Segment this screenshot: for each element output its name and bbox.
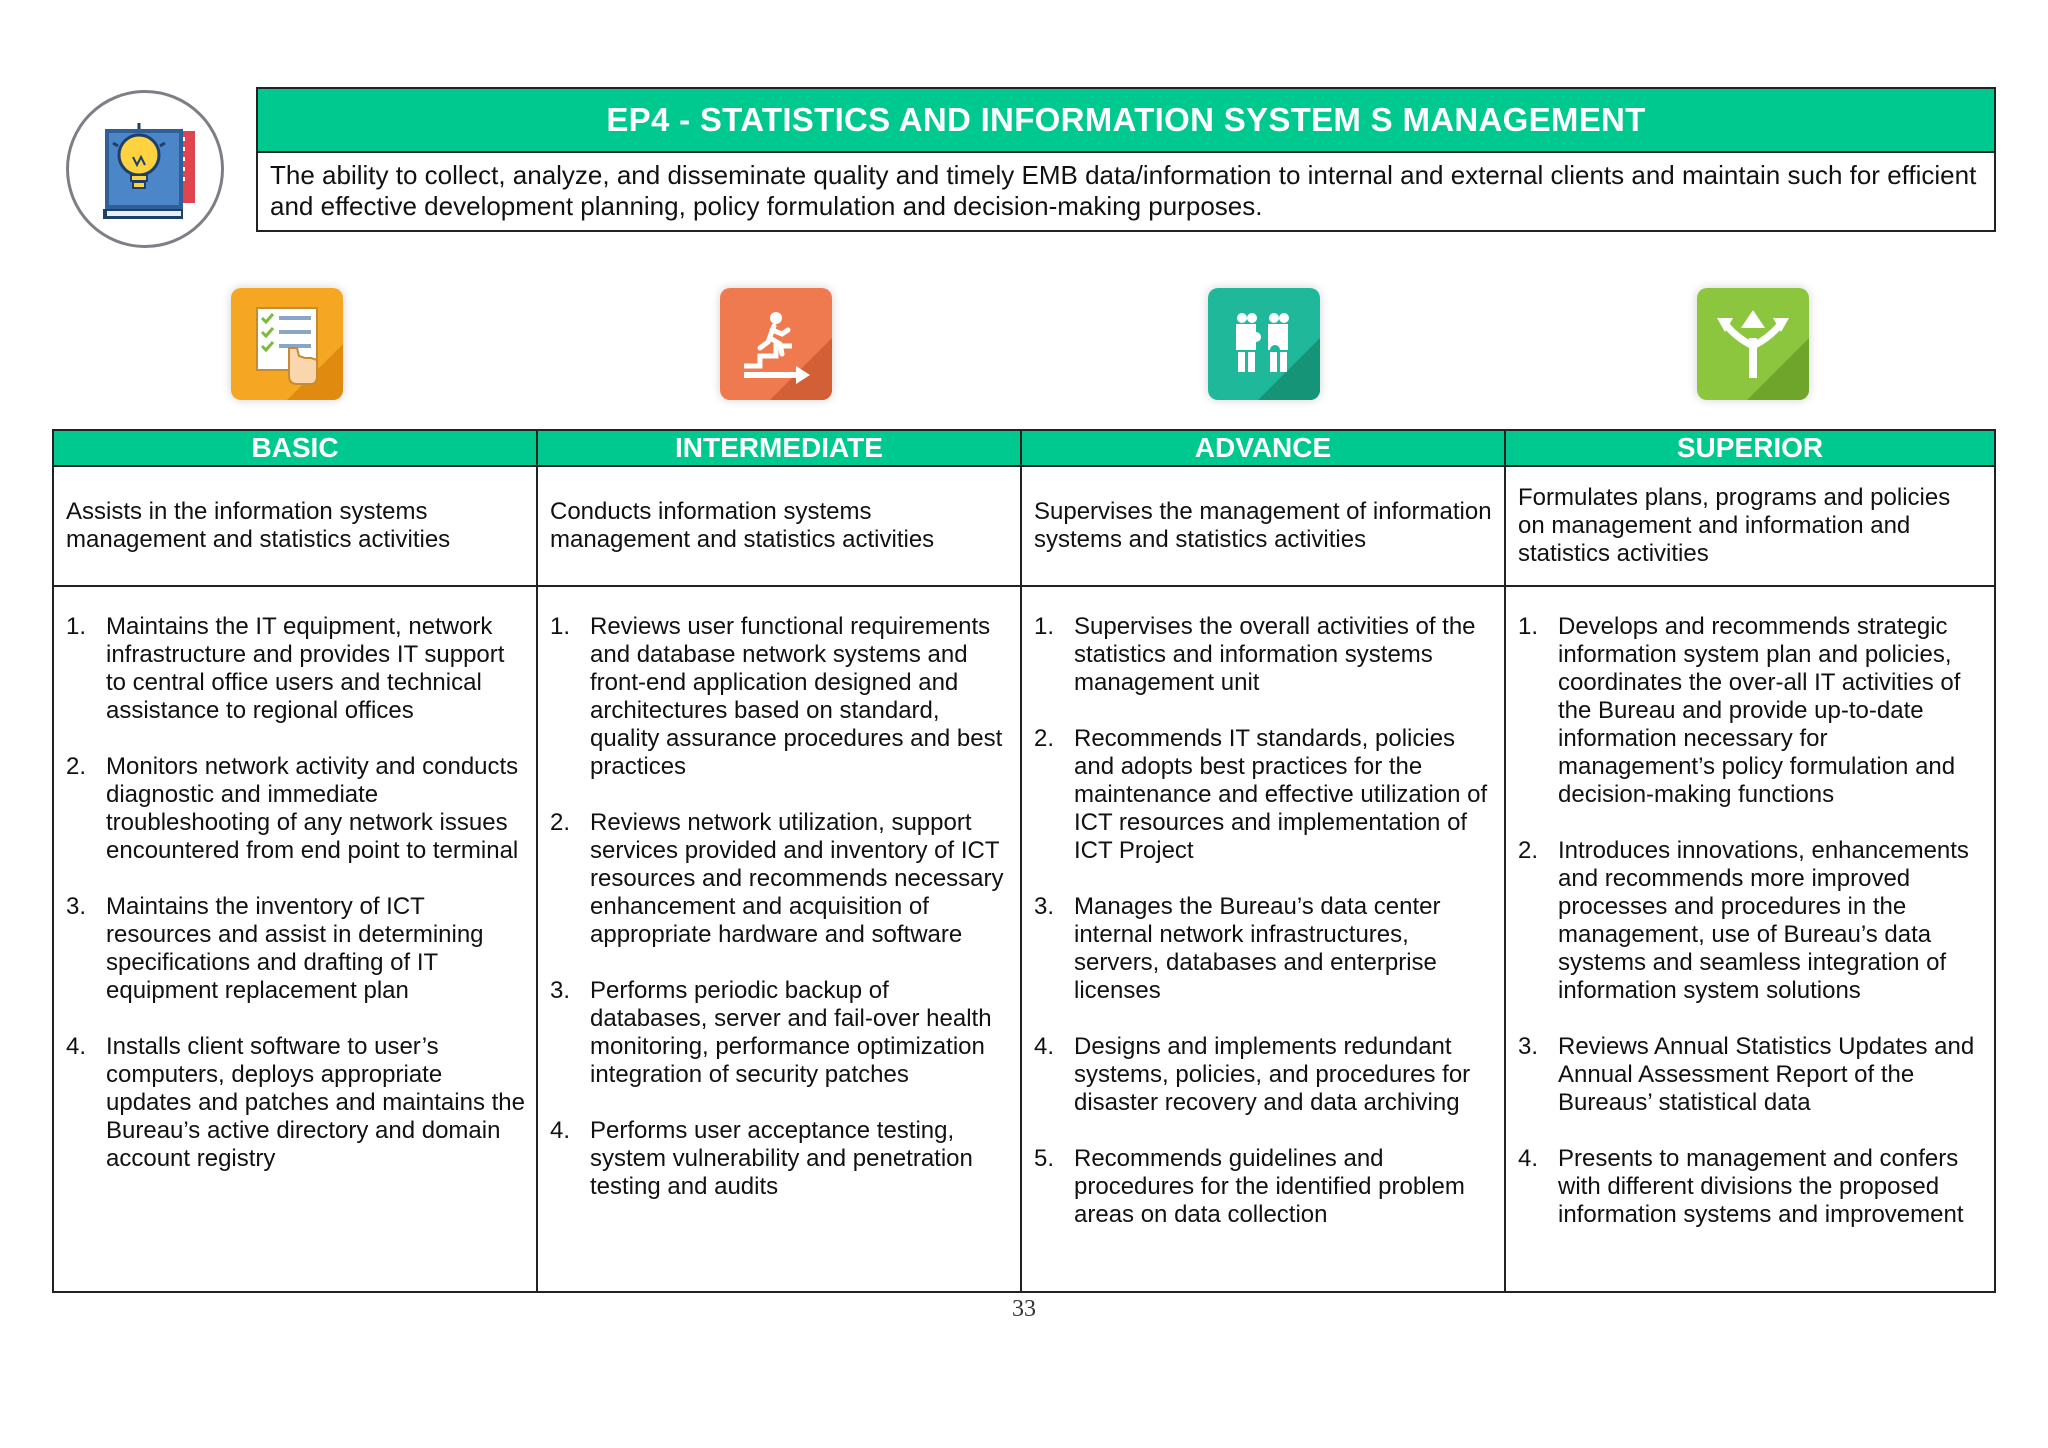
puzzle-team-icon	[1208, 288, 1320, 400]
item-text: Maintains the inventory of ICT resources and assist in determining specifications and drafting of IT equipment replacement plan	[106, 893, 484, 1004]
summary-text: Assists in the information systems management and statistics activities	[66, 498, 451, 553]
level-header-intermediate: INTERMEDIATE	[538, 431, 1022, 467]
item-number: 4.	[550, 1117, 571, 1144]
item-text: Recommends guidelines and procedures for the identified problem areas on data collection	[1074, 1145, 1465, 1228]
item-text: Reviews Annual Statistics Updates and Annual Assessment Report of the Bureaus’ statistical data	[1558, 1033, 1975, 1116]
competency-title: EP4 - STATISTICS AND INFORMATION SYSTEM S MANAGEMENT	[258, 89, 1994, 153]
list-item	[1518, 1145, 1984, 1229]
item-text: Performs periodic backup of databases, server and fail-over health monitoring, performance optimization integration of security patches	[590, 977, 992, 1088]
item-number: 2.	[66, 753, 87, 780]
list-item	[66, 893, 526, 1005]
list-item	[66, 613, 526, 725]
item-text: Manages the Bureau’s data center internal network infrastructures, servers, databases and enterprise licenses	[1074, 893, 1441, 1004]
list-item	[1034, 893, 1494, 1005]
item-number: 5.	[1034, 1145, 1055, 1172]
list-item	[550, 613, 1010, 781]
level-items-advance	[1022, 587, 1506, 1291]
item-number: 1.	[1034, 613, 1055, 640]
summary-text: Supervises the management of information systems and statistics activities	[1034, 498, 1492, 553]
list-item	[66, 753, 526, 865]
summary-text: Conducts information systems management and statistics activities	[550, 498, 935, 553]
list-item	[1034, 725, 1494, 865]
item-text: Develops and recommends strategic information system plan and policies, coordinates the over-all IT activities of the Bureau and provide up-to-date information necessary for management’s policy formulation and decision-making functions	[1558, 613, 1961, 808]
item-text: Monitors network activity and conducts diagnostic and immediate troubleshooting of any network issues encountered from end point to terminal	[106, 753, 519, 864]
competency-description: The ability to collect, analyze, and disseminate quality and timely EMB data/information to internal and external clients and maintain such for efficient and effective development planning, policy formulation and decision-making purposes.	[270, 160, 1977, 221]
list-item	[1034, 1145, 1494, 1229]
item-text: Designs and implements redundant systems, policies, and procedures for disaster recovery and data archiving	[1074, 1033, 1471, 1116]
item-text: Reviews user functional requirements and database network systems and front-end application designed and architectures based on standard, quality assurance procedures and best practices	[590, 613, 1003, 780]
checklist-hand-icon	[231, 288, 343, 400]
level-summary-intermediate	[538, 467, 1022, 587]
level-header-superior: SUPERIOR	[1506, 431, 1994, 467]
item-text: Installs client software to user’s computers, deploys appropriate updates and patches and maintains the Bureau’s active directory and domain account registry	[106, 1033, 525, 1172]
item-text: Reviews network utilization, support services provided and inventory of ICT resources and recommends necessary enhancement and acquisition of appropriate hardware and software	[590, 809, 1004, 948]
level-items-basic	[54, 587, 538, 1291]
item-number: 4.	[1034, 1033, 1055, 1060]
person-climbing-stairs-icon	[720, 288, 832, 400]
list-item	[1518, 837, 1984, 1005]
item-number: 4.	[1518, 1145, 1539, 1172]
item-number: 2.	[1518, 837, 1539, 864]
list-item	[550, 977, 1010, 1089]
item-number: 3.	[1518, 1033, 1539, 1060]
list-item	[1518, 1033, 1984, 1117]
item-number: 4.	[66, 1033, 87, 1060]
item-text: Recommends IT standards, policies and adopts best practices for the maintenance and effective utilization of ICT resources and implementation of ICT Project	[1074, 725, 1488, 864]
list-item	[1518, 613, 1984, 809]
lightbulb-book-icon	[66, 90, 224, 248]
competency-header	[256, 87, 1996, 232]
level-summary-superior	[1506, 467, 1994, 587]
item-number: 1.	[1518, 613, 1539, 640]
list-item	[550, 1117, 1010, 1201]
item-text: Performs user acceptance testing, system vulnerability and penetration testing and audits	[590, 1117, 973, 1200]
summary-text: Formulates plans, programs and policies on management and information and statistics activities	[1518, 484, 1951, 567]
level-items-intermediate	[538, 587, 1022, 1291]
level-header-basic: BASIC	[54, 431, 538, 467]
item-text: Introduces innovations, enhancements and recommends more improved processes and procedures in the management, use of Bureau’s data systems and seamless integration of information system solutions	[1558, 837, 1969, 1004]
item-text: Presents to management and confers with different divisions the proposed information systems and improvement	[1558, 1145, 1964, 1228]
item-number: 1.	[550, 613, 571, 640]
item-number: 3.	[550, 977, 571, 1004]
direction-arrows-icon	[1697, 288, 1809, 400]
competency-levels-table	[52, 429, 1996, 1293]
level-summary-advance	[1022, 467, 1506, 587]
page-number: 33	[1012, 1296, 1036, 1322]
item-number: 3.	[66, 893, 87, 920]
item-number: 1.	[66, 613, 87, 640]
item-number: 2.	[1034, 725, 1055, 752]
list-item	[550, 809, 1010, 949]
level-summary-basic	[54, 467, 538, 587]
list-item	[1034, 1033, 1494, 1117]
item-number: 3.	[1034, 893, 1055, 920]
item-text: Supervises the overall activities of the statistics and information systems management unit	[1074, 613, 1476, 696]
level-header-advance: ADVANCE	[1022, 431, 1506, 467]
item-number: 2.	[550, 809, 571, 836]
list-item	[1034, 613, 1494, 697]
level-items-superior	[1506, 587, 1994, 1291]
list-item	[66, 1033, 526, 1173]
item-text: Maintains the IT equipment, network infrastructure and provides IT support to central office users and technical assistance to regional offices	[106, 613, 505, 724]
